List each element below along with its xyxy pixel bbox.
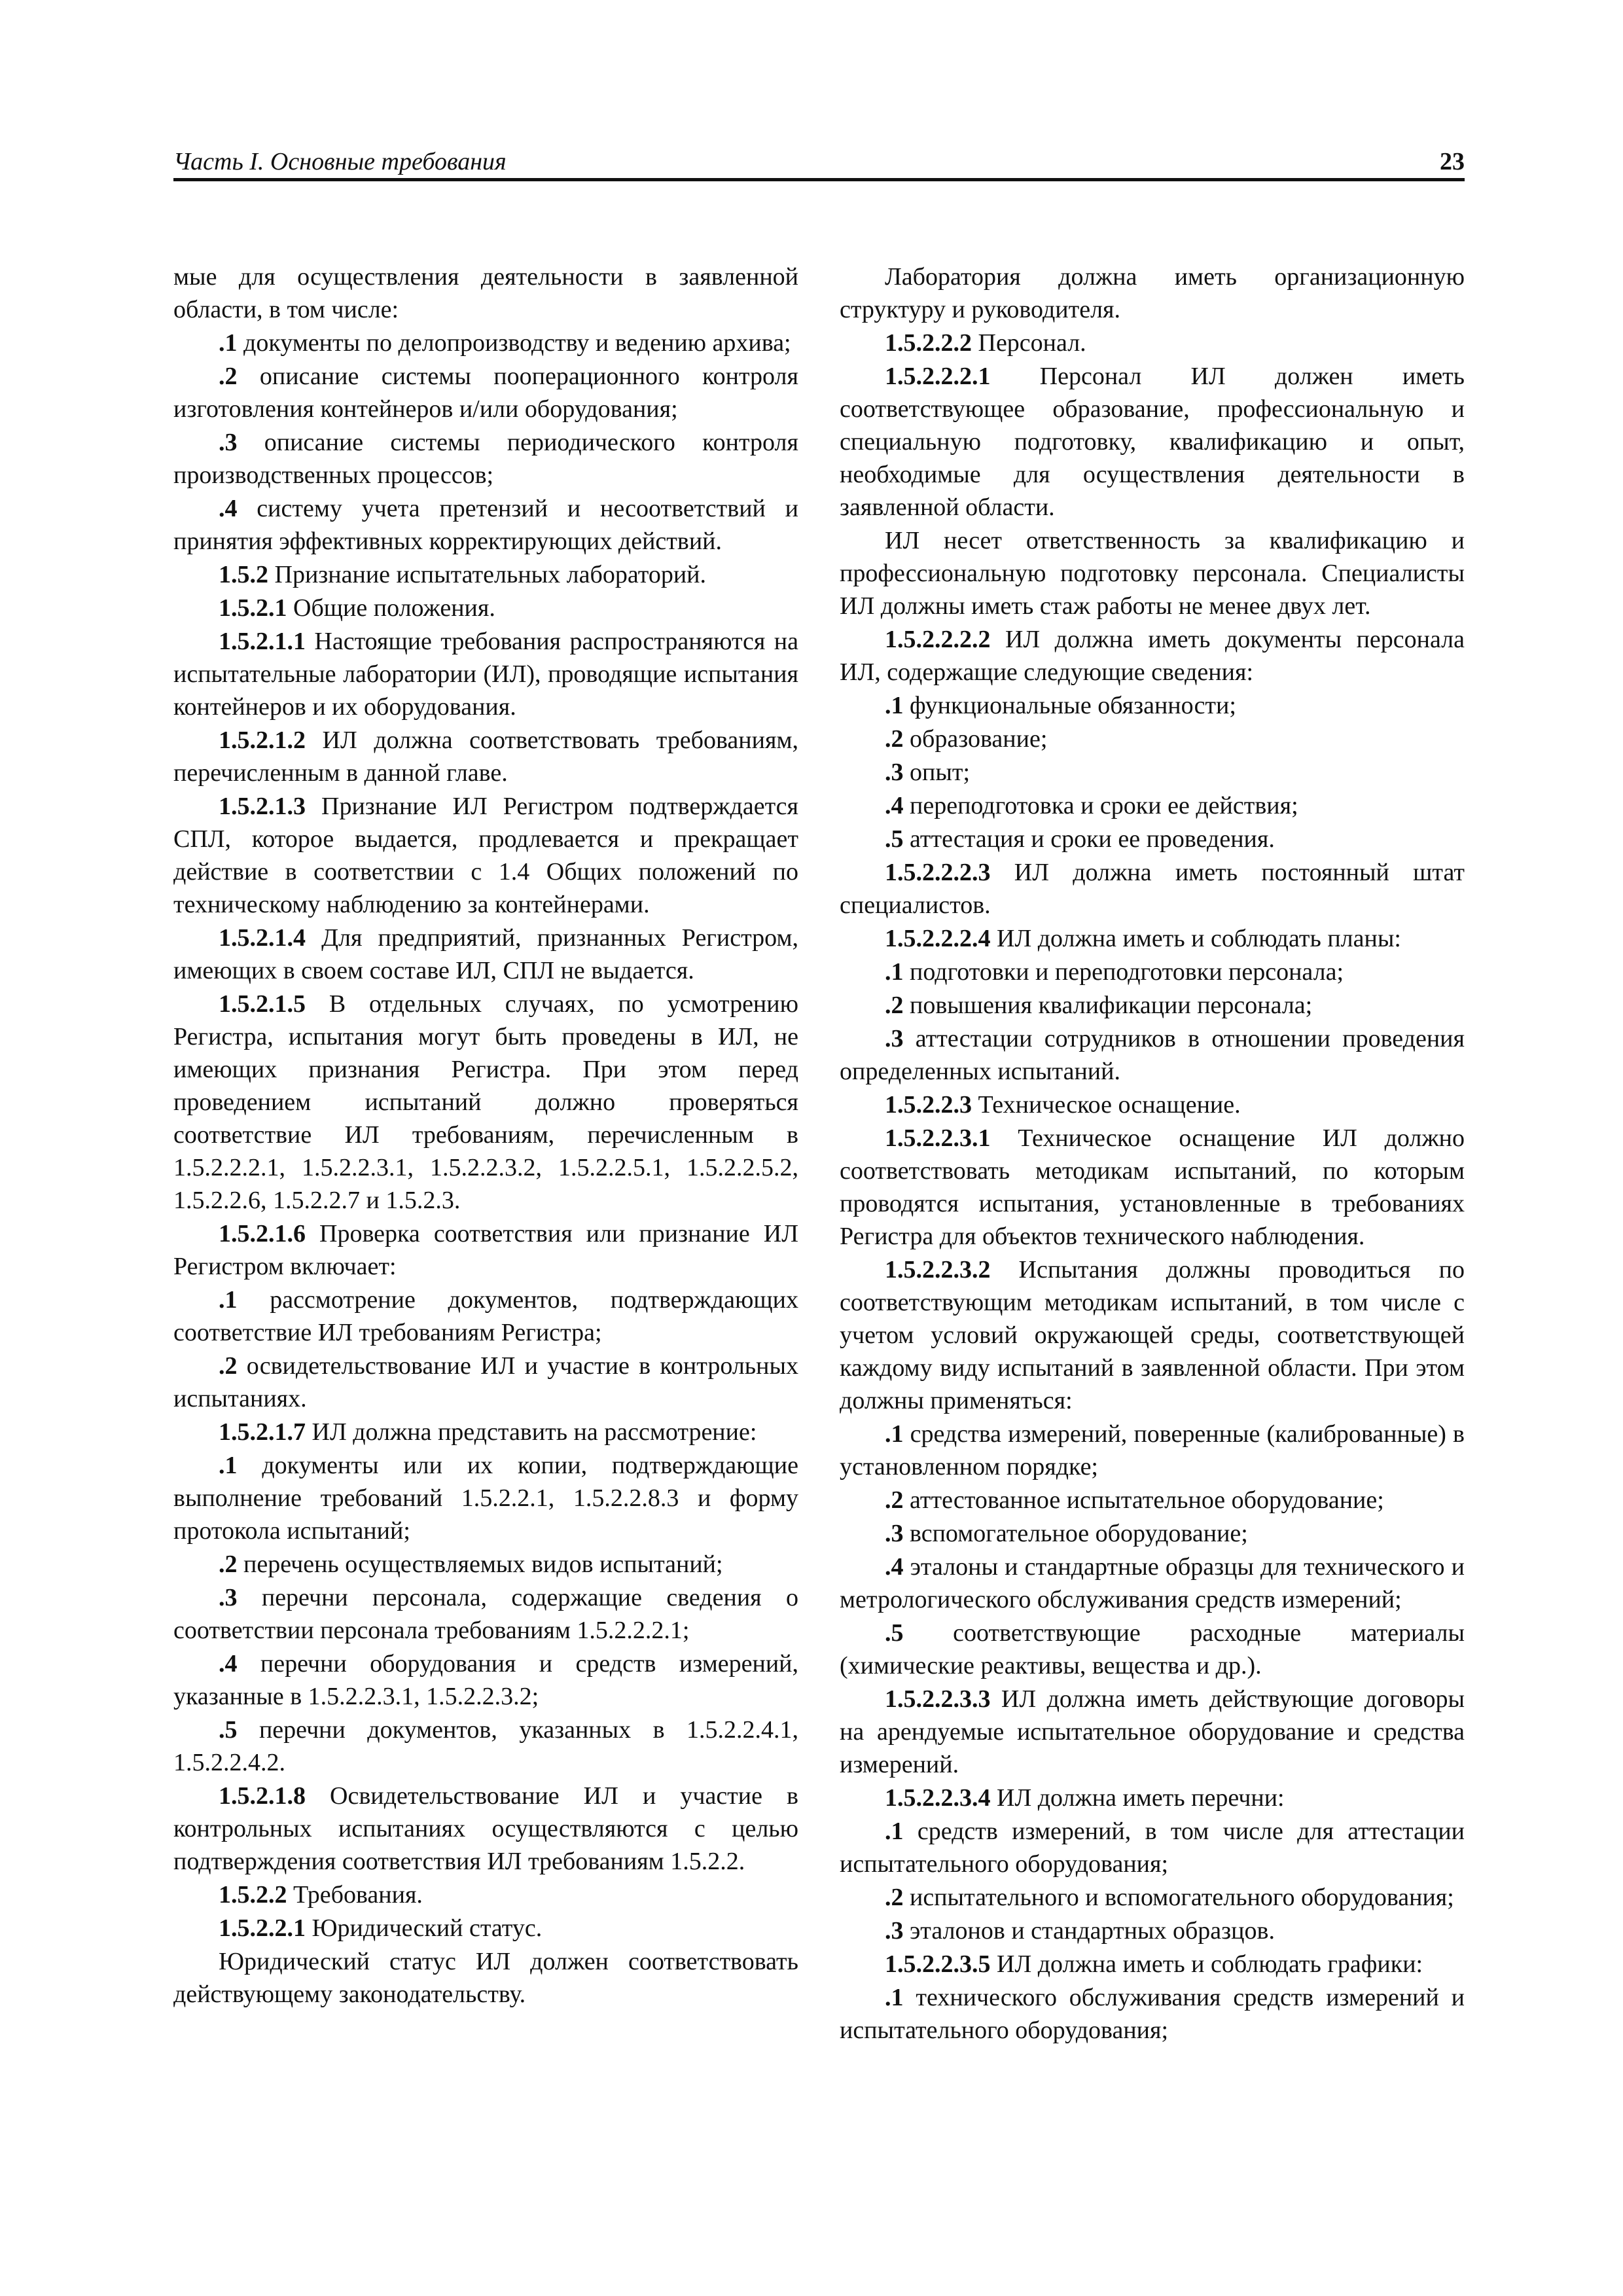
clause-number: 1.5.2.2.3.2: [885, 1256, 991, 1283]
clause-number: 1.5.2.1: [219, 594, 287, 622]
paragraph-text: Техническое оснащение.: [972, 1091, 1241, 1119]
paragraph-text: перечни оборудования и средств измерений, указанные в 1.5.2.2.3.1, 1.5.2.2.3.2;: [173, 1650, 798, 1710]
paragraph: [173, 1449, 798, 1547]
clause-number: 1.5.2.1.5: [219, 990, 306, 1018]
clause-number: .2: [885, 1884, 904, 1911]
clause-number: 1.5.2.2.2.4: [885, 925, 991, 952]
paragraph: [840, 327, 1465, 359]
paragraph-text: описание системы периодического контроля производственных процессов;: [173, 429, 798, 489]
clause-number: 1.5.2.1.3: [219, 793, 306, 820]
paragraph-text: ИЛ должна иметь и соблюдать планы:: [990, 925, 1401, 952]
paragraph: [173, 426, 798, 492]
page-number: 23: [1440, 148, 1465, 175]
clause-number: 1.5.2.2.2.3: [885, 859, 991, 886]
clause-number: 1.5.2.2.2.1: [885, 363, 991, 390]
paragraph: [840, 756, 1465, 789]
clause-number: .5: [885, 825, 904, 853]
paragraph: [840, 1022, 1465, 1088]
paragraph-text: переподготовка и сроки ее действия;: [903, 792, 1298, 819]
paragraph: [173, 625, 798, 723]
clause-number: 1.5.2.2.2.2: [885, 626, 991, 653]
paragraph: [173, 558, 798, 591]
clause-number: 1.5.2.2.3.5: [885, 1950, 991, 1978]
paragraph: [173, 1581, 798, 1647]
paragraph: [173, 1416, 798, 1448]
clause-number: .1: [885, 958, 904, 986]
paragraph: [173, 724, 798, 789]
clause-number: 1.5.2.1.7: [219, 1418, 306, 1446]
paragraph-text: Требования.: [287, 1881, 423, 1909]
clause-number: .3: [219, 429, 238, 456]
clause-number: .2: [885, 725, 904, 753]
paragraph: [840, 360, 1465, 524]
paragraph: [840, 623, 1465, 689]
paragraph-text: Техническое оснащение ИЛ должно соответствовать методикам испытаний, по которым проводятся испытания, установленные в требованиях Регистра для объектов технического наблюдения.: [840, 1124, 1465, 1250]
paragraph-text: документы или их копии, подтверждающие выполнение требований 1.5.2.2.1, 1.5.2.2.8.3 и форму протокола испытаний;: [173, 1452, 798, 1545]
paragraph: [173, 1878, 798, 1911]
clause-number: .4: [885, 1553, 904, 1581]
paragraph: [173, 1912, 798, 1945]
paragraph-text: Персонал ИЛ должен иметь соответствующее образование, профессиональную и специальную подготовку, квалификацию и опыт, необходимые для осуществления деятельности в заявленной области.: [840, 363, 1465, 521]
clause-number: .1: [885, 692, 904, 719]
paragraph: [840, 1782, 1465, 1814]
paragraph: [840, 956, 1465, 988]
paragraph: [840, 1418, 1465, 1483]
paragraph: [840, 1253, 1465, 1417]
paragraph-text: подготовки и переподготовки персонала;: [903, 958, 1344, 986]
paragraph: [840, 1815, 1465, 1880]
paragraph: [840, 723, 1465, 755]
clause-number: 1.5.2.2.3.4: [885, 1784, 991, 1812]
paragraph-text: Признание ИЛ Регистром подтверждается СПЛ, которое выдается, продлевается и прекращает действие в соответствии с 1.4 Общих положений по техническому наблюдению за контейнерами.: [173, 793, 798, 918]
clause-number: .5: [885, 1619, 904, 1647]
clause-number: 1.5.2.2.3.3: [885, 1685, 991, 1713]
paragraph: [840, 1881, 1465, 1914]
clause-number: .2: [219, 363, 238, 390]
paragraph-text: опыт;: [903, 759, 971, 786]
page-header: [173, 145, 1465, 181]
clause-number: 1.5.2.2: [219, 1881, 287, 1909]
paragraph-text: Освидетельствование ИЛ и участие в контрольных испытаниях осуществляются с целью подтверждения соответствия ИЛ требованиям 1.5.2.2.: [173, 1782, 798, 1875]
clause-number: 1.5.2.1.8: [219, 1782, 306, 1810]
paragraph: [840, 989, 1465, 1022]
paragraph: [173, 1283, 798, 1349]
paragraph: [840, 1122, 1465, 1253]
clause-number: .1: [219, 329, 238, 357]
paragraph-text: ИЛ несет ответственность за квалификацию и профессиональную подготовку персонала. Специалисты ИЛ должны иметь стаж работы не менее двух лет.: [840, 527, 1465, 620]
paragraph: [840, 1517, 1465, 1550]
paragraph-text: ИЛ должна иметь документы персонала ИЛ, содержащие следующие сведения:: [840, 626, 1465, 686]
paragraph-text: Испытания должны проводиться по соответствующим методикам испытаний, в том числе с учетом условий окружающей среды, соответствующей каждому виду испытаний в заявленной области. При этом должны применяться:: [840, 1256, 1465, 1414]
clause-number: .5: [219, 1716, 238, 1744]
paragraph-text: документы по делопроизводству и ведению архива;: [237, 329, 791, 357]
paragraph: [840, 1683, 1465, 1781]
clause-number: .2: [885, 992, 904, 1019]
clause-number: .1: [885, 1818, 904, 1845]
paragraph: [173, 1945, 798, 2011]
clause-number: .2: [885, 1486, 904, 1514]
paragraph-text: Юридический статус.: [306, 1914, 543, 1942]
left-column: [173, 260, 798, 2011]
paragraph: [173, 922, 798, 987]
clause-number: 1.5.2: [219, 561, 268, 588]
paragraph: [173, 360, 798, 425]
paragraph-text: ИЛ должна соответствовать требованиям, перечисленным в данной главе.: [173, 726, 798, 787]
paragraph-text: технического обслуживания средств измерений и испытательного оборудования;: [840, 1984, 1465, 2044]
paragraph-text: Юридический статус ИЛ должен соответствовать действующему законодательству.: [173, 1948, 798, 2008]
clause-number: .3: [885, 1025, 904, 1052]
paragraph-text: ИЛ должна иметь и соблюдать графики:: [990, 1950, 1423, 1978]
clause-number: 1.5.2.2.3.1: [885, 1124, 991, 1152]
paragraph-text: аттестации сотрудников в отношении проведения определенных испытаний.: [840, 1025, 1465, 1085]
clause-number: .1: [219, 1452, 238, 1479]
paragraph: [840, 823, 1465, 855]
paragraph: [173, 1647, 798, 1713]
paragraph: [840, 1484, 1465, 1516]
paragraph-text: Признание испытательных лабораторий.: [268, 561, 707, 588]
paragraph-text: ИЛ должна иметь действующие договоры на арендуемые испытательное оборудование и средства измерений.: [840, 1685, 1465, 1778]
clause-number: .1: [219, 1286, 238, 1314]
clause-number: 1.5.2.2.2: [885, 329, 972, 357]
clause-number: .4: [219, 495, 238, 522]
paragraph-text: Для предприятий, признанных Регистром, имеющих в своем составе ИЛ, СПЛ не выдается.: [173, 924, 798, 984]
paragraph: [840, 1914, 1465, 1947]
right-column: [840, 260, 1465, 2047]
paragraph-text: соответствующие расходные материалы (химические реактивы, вещества и др.).: [840, 1619, 1465, 1679]
clause-number: .4: [885, 792, 904, 819]
clause-number: 1.5.2.1.2: [219, 726, 306, 754]
paragraph: [173, 1780, 798, 1878]
clause-number: .3: [885, 759, 904, 786]
paragraph-text: средств измерений, в том числе для аттестации испытательного оборудования;: [840, 1818, 1465, 1878]
paragraph-text: Лаборатория должна иметь организационную структуру и руководителя.: [840, 263, 1465, 323]
paragraph-text: функциональные обязанности;: [903, 692, 1236, 719]
paragraph: [840, 689, 1465, 722]
paragraph-text: повышения квалификации персонала;: [903, 992, 1313, 1019]
paragraph-text: освидетельствование ИЛ и участие в контрольных испытаниях.: [173, 1352, 798, 1412]
paragraph: [173, 988, 798, 1217]
clause-number: .1: [885, 1984, 904, 2011]
paragraph-text: Персонал.: [972, 329, 1086, 357]
clause-number: .3: [885, 1917, 904, 1945]
clause-number: 1.5.2.1.4: [219, 924, 306, 952]
paragraph-text: аттестация и сроки ее проведения.: [903, 825, 1275, 853]
paragraph-text: ИЛ должна иметь перечни:: [990, 1784, 1285, 1812]
paragraph: [173, 1350, 798, 1415]
paragraph: [840, 1948, 1465, 1981]
paragraph-text: описание системы пооперационного контроля изготовления контейнеров и/или оборудования;: [173, 363, 798, 423]
paragraph: [173, 592, 798, 624]
paragraph: [840, 1551, 1465, 1616]
paragraph-text: образование;: [903, 725, 1048, 753]
paragraph: [173, 1713, 798, 1779]
paragraph: [173, 1548, 798, 1581]
paragraph-text: Проверка соответствия или признание ИЛ Регистром включает:: [173, 1220, 798, 1280]
paragraph-text: перечни персонала, содержащие сведения о соответствии персонала требованиям 1.5.2.2.2.1;: [173, 1584, 798, 1644]
paragraph-text: испытательного и вспомогательного оборудования;: [903, 1884, 1454, 1911]
paragraph-text: вспомогательное оборудование;: [903, 1520, 1248, 1547]
paragraph-text: Общие положения.: [287, 594, 495, 622]
paragraph: [840, 856, 1465, 922]
paragraph: [173, 492, 798, 558]
paragraph-text: ИЛ должна иметь постоянный штат специалистов.: [840, 859, 1465, 919]
paragraph: [840, 789, 1465, 822]
paragraph-text: В отдельных случаях, по усмотрению Регистра, испытания могут быть проведены в ИЛ, не имеющих признания Регистра. При этом перед проведением испытаний должно проверяться соответствие ИЛ требованиям, перечисленным в 1.5.2.2.2.1, 1.5.2.2.3.1, 1.5.2.2.3.2, 1.5.2.2.5.1, 1.5.2.2.5.2, 1.5.2.2.6, 1.5.2.2.7 и 1.5.2.3.: [173, 990, 798, 1214]
paragraph: [173, 790, 798, 921]
paragraph-text: ИЛ должна представить на рассмотрение:: [306, 1418, 757, 1446]
clause-number: .3: [885, 1520, 904, 1547]
clause-number: 1.5.2.2.1: [219, 1914, 306, 1942]
paragraph: [173, 1217, 798, 1283]
clause-number: .4: [219, 1650, 238, 1677]
paragraph-text: Настоящие требования распространяются на испытательные лаборатории (ИЛ), проводящие испытания контейнеров и их оборудования.: [173, 628, 798, 721]
paragraph-text: рассмотрение документов, подтверждающих соответствие ИЛ требованиям Регистра;: [173, 1286, 798, 1346]
clause-number: .1: [885, 1420, 904, 1448]
paragraph-text: перечень осуществляемых видов испытаний;: [237, 1551, 723, 1578]
paragraph-text: средства измерений, поверенные (калиброванные) в установленном порядке;: [840, 1420, 1465, 1480]
clause-number: .3: [219, 1584, 238, 1611]
paragraph-text: систему учета претензий и несоответствий и принятия эффективных корректирующих действий.: [173, 495, 798, 555]
clause-number: .2: [219, 1551, 238, 1578]
clause-number: 1.5.2.1.1: [219, 628, 306, 655]
paragraph: [173, 327, 798, 359]
paragraph: [173, 260, 798, 326]
paragraph: [840, 1617, 1465, 1682]
paragraph-text: эталонов и стандартных образцов.: [903, 1917, 1275, 1945]
paragraph: [840, 524, 1465, 622]
paragraph-text: эталоны и стандартные образцы для технического и метрологического обслуживания средств измерений;: [840, 1553, 1465, 1613]
paragraph: [840, 1088, 1465, 1121]
paragraph: [840, 1981, 1465, 2047]
paragraph: [840, 260, 1465, 326]
paragraph-text: мые для осуществления деятельности в заявленной области, в том числе:: [173, 263, 798, 323]
paragraph-text: перечни документов, указанных в 1.5.2.2.4.1, 1.5.2.2.4.2.: [173, 1716, 798, 1776]
clause-number: .2: [219, 1352, 238, 1380]
running-head: Часть I. Основные требования: [173, 148, 507, 175]
clause-number: 1.5.2.2.3: [885, 1091, 972, 1119]
paragraph: [840, 922, 1465, 955]
clause-number: 1.5.2.1.6: [219, 1220, 306, 1247]
paragraph-text: аттестованное испытательное оборудование;: [903, 1486, 1384, 1514]
